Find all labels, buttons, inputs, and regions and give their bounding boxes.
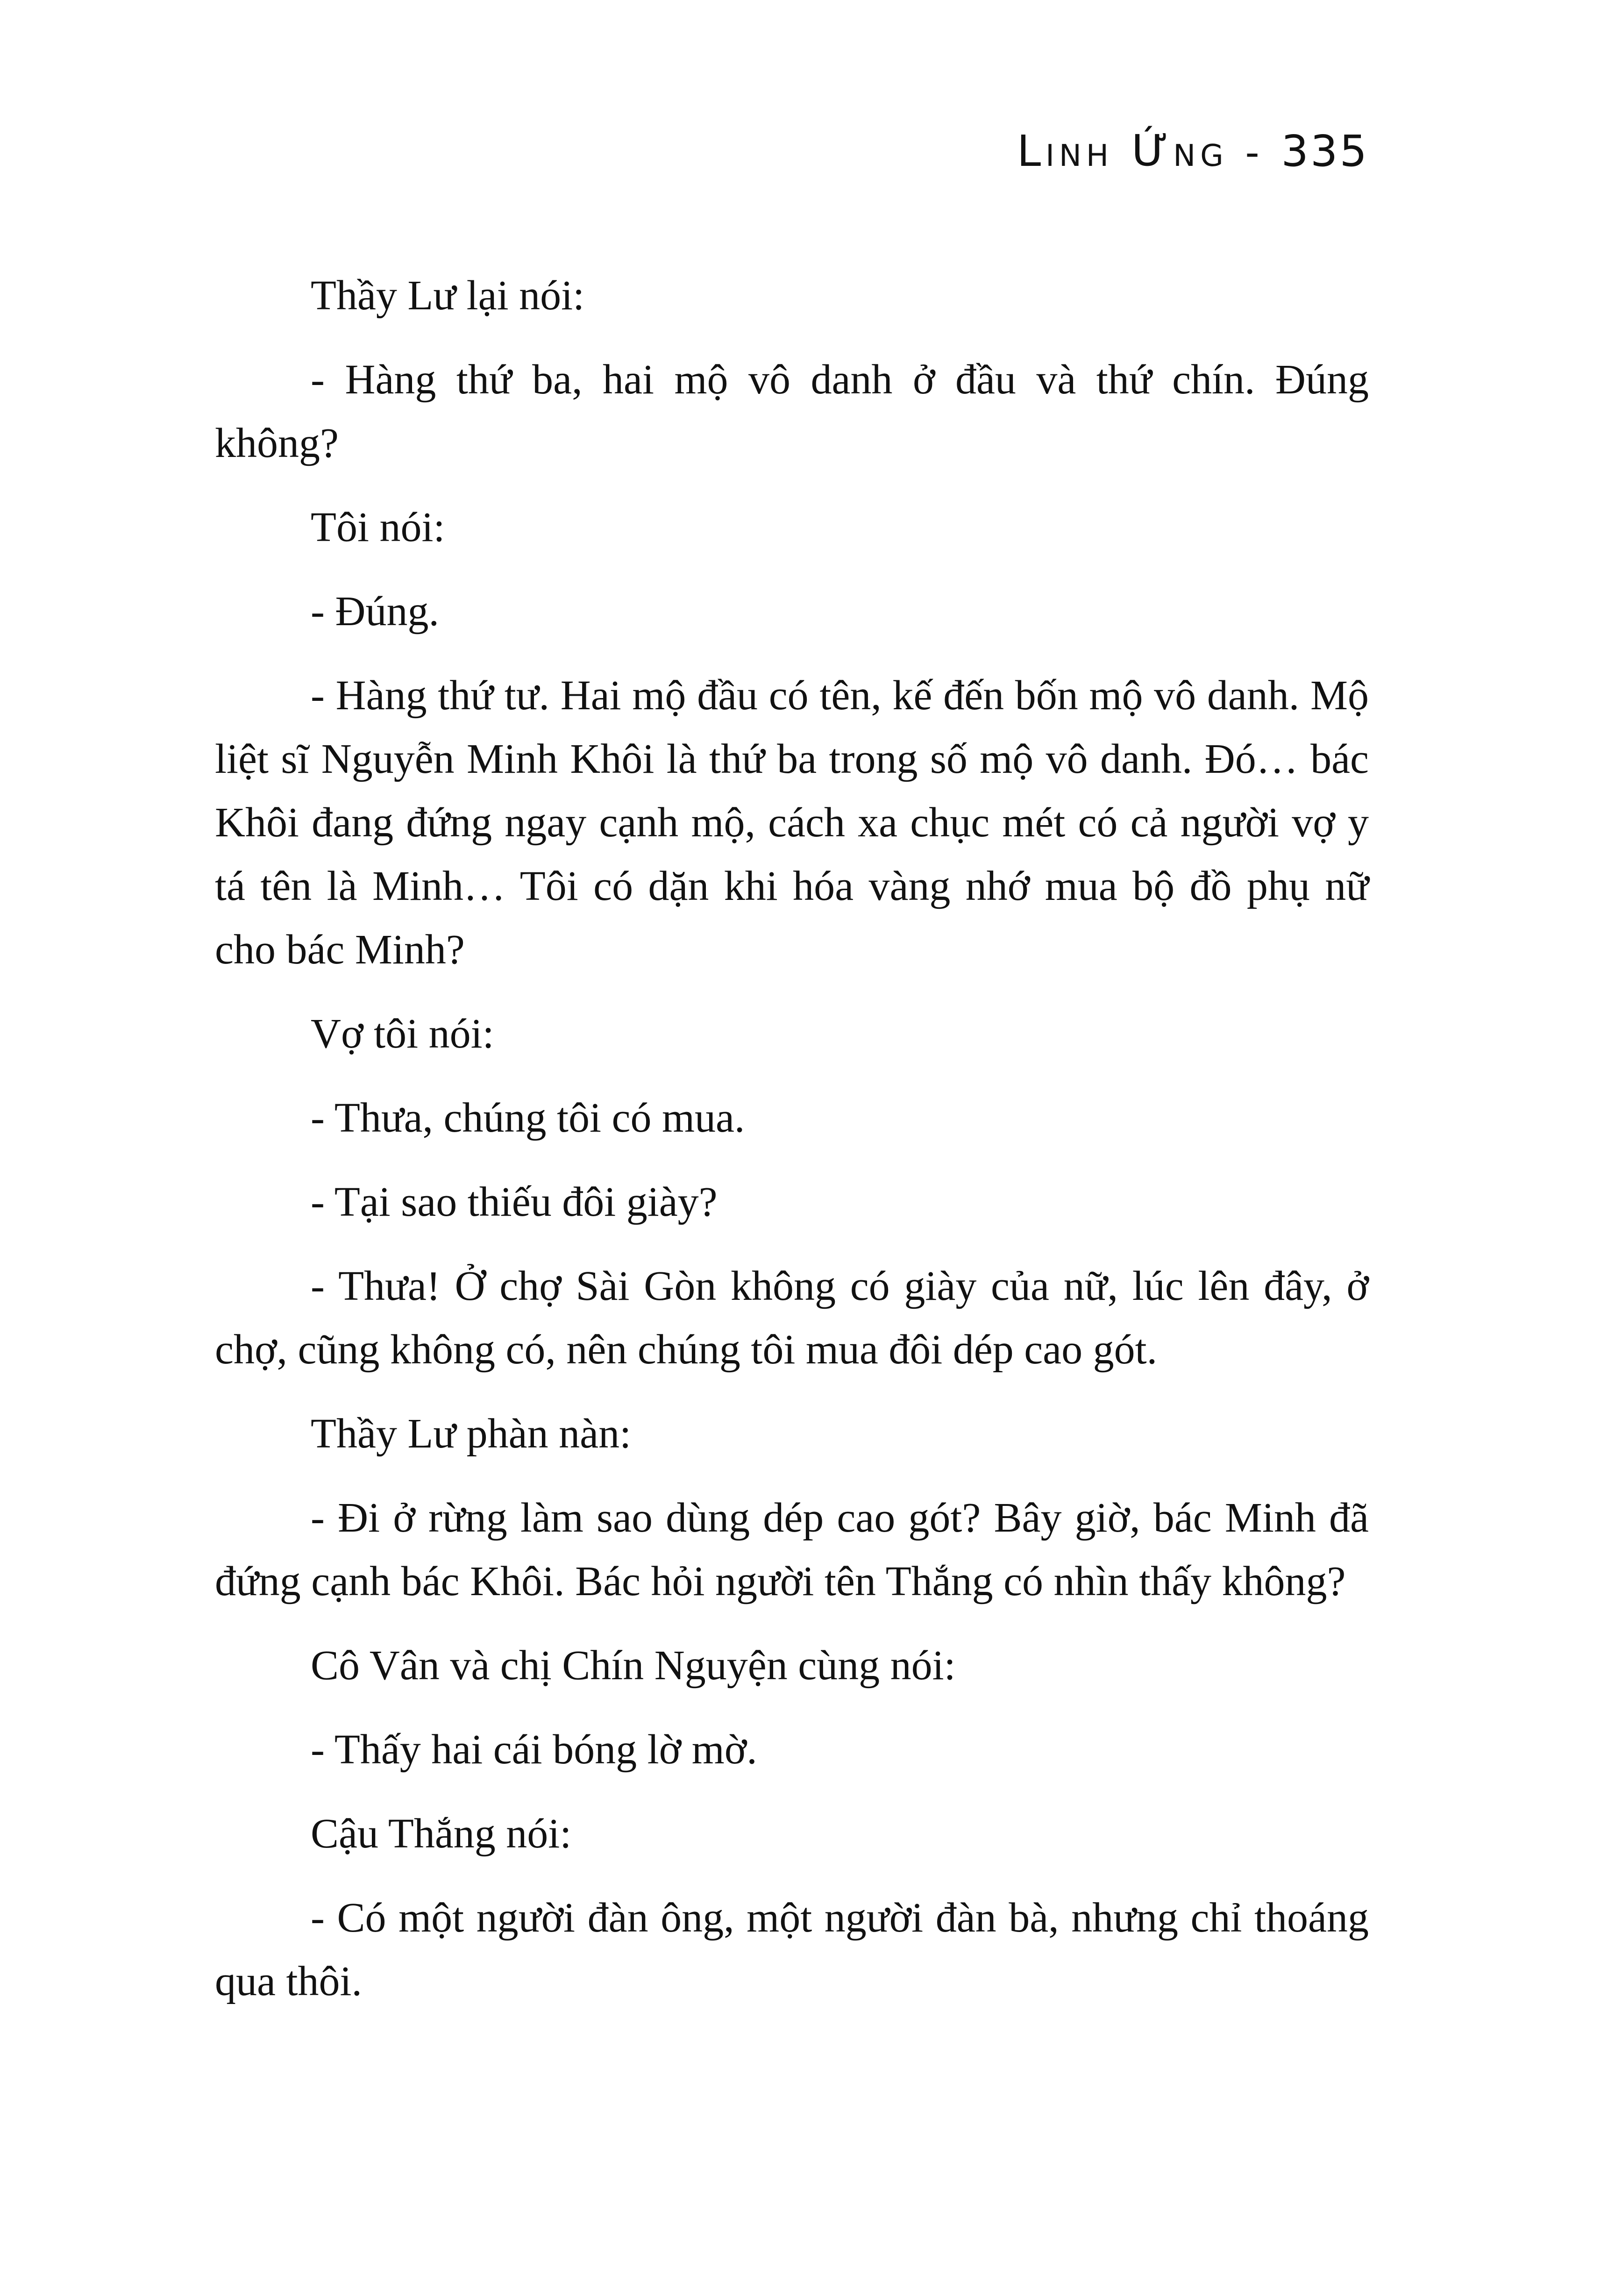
paragraph: Thầy Lư phàn nàn: — [311, 1411, 632, 1457]
chapter-title: Linh Ứng — [1017, 126, 1228, 176]
paragraph: - Tại sao thiếu đôi giày? — [311, 1179, 718, 1225]
paragraph: - Đúng. — [311, 588, 439, 635]
paragraph: - Có một người đàn ông, một người đàn bà, nhưng chỉ thoáng qua thôi. — [215, 1895, 1369, 2004]
page-body — [215, 264, 1369, 2034]
running-header — [1017, 126, 1369, 176]
paragraph: - Hàng thứ ba, hai mộ vô danh ở đầu và thứ chín. Đúng không? — [215, 357, 1369, 466]
paragraph: - Thưa, chúng tôi có mua. — [311, 1095, 745, 1141]
page-number: 335 — [1281, 126, 1369, 176]
paragraph: - Thưa! Ở chợ Sài Gòn không có giày của nữ, lúc lên đây, ở chợ, cũng không có, nên chúng tôi mua đôi dép cao gót. — [215, 1263, 1369, 1373]
paragraph: Cậu Thắng nói: — [311, 1811, 572, 1857]
paragraph: Thầy Lư lại nói: — [311, 272, 585, 319]
paragraph: - Hàng thứ tư. Hai mộ đầu có tên, kế đến bốn mộ vô danh. Mộ liệt sĩ Nguyễn Minh Khôi là thứ ba trong số mộ vô danh. Đó… bác Khôi đang đứng ngay cạnh mộ, cách xa chục mét có cả người vợ y tá tên là Minh… Tôi có dặn khi hóa vàng nhớ mua bộ đồ phụ nữ cho bác Minh? — [215, 672, 1369, 973]
header-separator: - — [1245, 129, 1264, 175]
paragraph: Cô Vân và chị Chín Nguyện cùng nói: — [311, 1642, 956, 1689]
paragraph: - Đi ở rừng làm sao dùng dép cao gót? Bây giờ, bác Minh đã đứng cạnh bác Khôi. Bác hỏi người tên Thắng có nhìn thấy không? — [215, 1495, 1369, 1604]
paragraph: - Thấy hai cái bóng lờ mờ. — [311, 1726, 757, 1773]
paragraph: Tôi nói: — [311, 504, 445, 550]
paragraph: Vợ tôi nói: — [311, 1011, 494, 1057]
